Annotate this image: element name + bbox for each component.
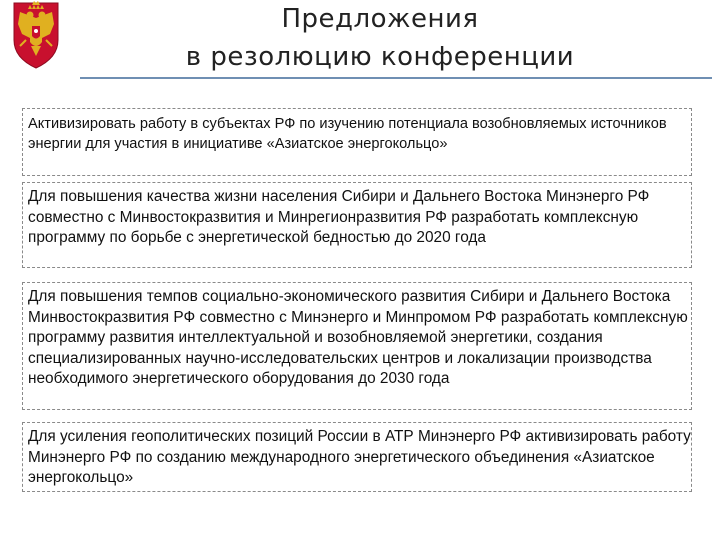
proposal-text: Для повышения качества жизни населения Сибири и Дальнего Востока Минэнерго РФ совместно с Минвостокразвития и Минрегионразвития РФ разработать комплексную программу по борьбе с энергетической бедностью до 2020 года — [28, 188, 650, 246]
proposal-text: Для усиления геополитических позиций России в АТР Минэнерго РФ активизировать работу Минэнерго РФ по созданию международного энергетического объединения «Азиатское энергокольцо» — [28, 428, 691, 486]
proposal-box-2 — [22, 182, 692, 268]
proposal-text: Для повышения темпов социально-экономического развития Сибири и Дальнего Востока Минвостокразвития РФ совместно с Минэнерго и Минпромом РФ разработать комплексную программу развития интеллектуальной и возобновляемой энергетики, создания специализированных научно-исследовательских центров и локализации производства необходимого энергетического оборудования до 2030 года — [28, 288, 688, 387]
russian-coat-of-arms-icon — [6, 0, 66, 70]
proposal-box-4 — [22, 422, 692, 492]
page-title-line-1: Предложения — [281, 4, 479, 34]
proposal-box-1 — [22, 108, 692, 176]
proposal-text: Активизировать работу в субъектах РФ по изучению потенциала возобновляемых источников энергии для участия в инициативе «Азиатское энергокольцо» — [28, 116, 667, 152]
page-title-line-2: в резолюцию конференции — [185, 42, 575, 72]
page-title — [100, 0, 660, 76]
title-divider — [80, 77, 712, 79]
proposal-box-3 — [22, 282, 692, 410]
